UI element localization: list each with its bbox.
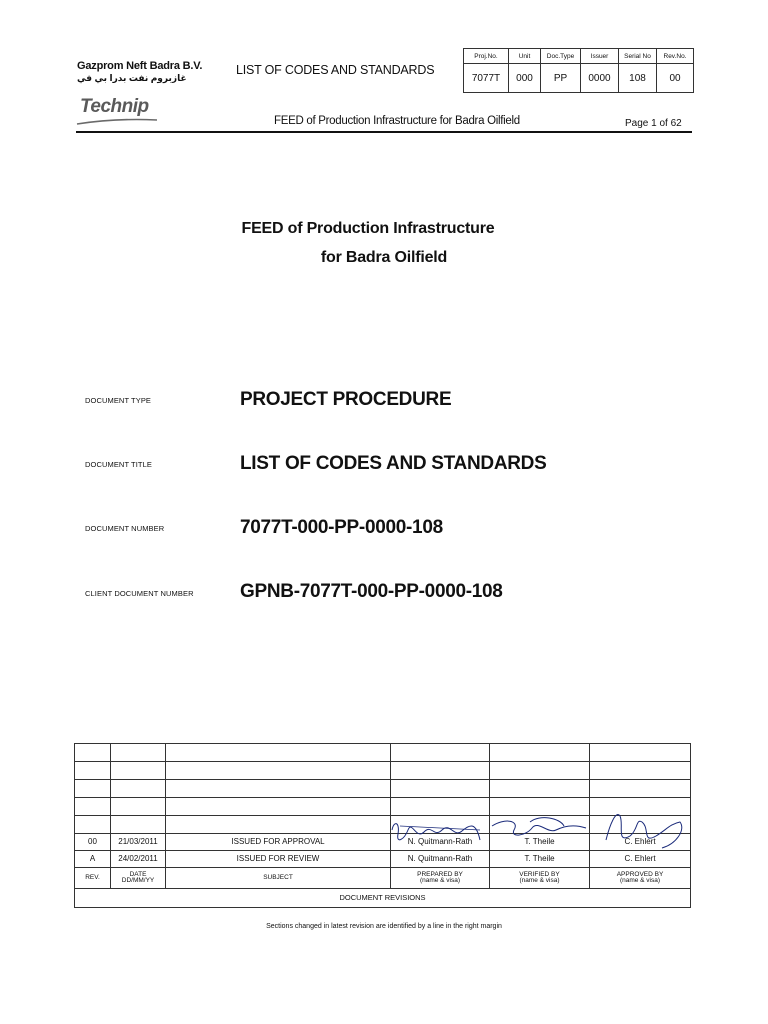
client-document-number-value: GPNB-7077T-000-PP-0000-108 bbox=[240, 581, 503, 602]
page-number: Page 1 of 62 bbox=[625, 118, 682, 129]
code-value: 7077T bbox=[464, 64, 509, 93]
code-header: Rev.No. bbox=[657, 49, 694, 64]
code-header: Unit bbox=[509, 49, 541, 64]
name-visa-label: (name & visa) bbox=[519, 877, 560, 884]
subject-header: SUBJECT bbox=[166, 868, 391, 889]
document-revisions-caption: DOCUMENT REVISIONS bbox=[75, 889, 691, 908]
code-value: 000 bbox=[509, 64, 541, 93]
code-header: Proj.No. bbox=[464, 49, 509, 64]
verified-header bbox=[490, 868, 590, 889]
document-code-table bbox=[463, 48, 694, 93]
document-title-value: LIST OF CODES AND STANDARDS bbox=[240, 453, 547, 474]
company-name: Gazprom Neft Badra B.V. bbox=[77, 60, 203, 72]
code-value: 0000 bbox=[581, 64, 619, 93]
approved-cell: C. Ehlert bbox=[590, 834, 691, 851]
approved-cell: C. Ehlert bbox=[590, 851, 691, 868]
document-type-label: DOCUMENT TYPE bbox=[85, 396, 152, 405]
document-number-label: DOCUMENT NUMBER bbox=[85, 524, 165, 533]
code-value: 108 bbox=[619, 64, 657, 93]
table-row bbox=[75, 780, 691, 798]
verified-cell: T. Theile bbox=[490, 851, 590, 868]
prepared-header-label: PREPARED BY bbox=[417, 870, 463, 878]
main-title-line-2: for Badra Oilfield bbox=[320, 249, 448, 266]
date-cell: 24/02/2011 bbox=[111, 851, 166, 868]
logo-swoosh-icon bbox=[76, 116, 158, 126]
code-header: Issuer bbox=[581, 49, 619, 64]
code-header: Serial No bbox=[619, 49, 657, 64]
technip-logo: Technip bbox=[80, 96, 149, 117]
signatures-image bbox=[380, 800, 700, 860]
approved-header bbox=[590, 868, 691, 889]
rev-header: REV. bbox=[75, 868, 111, 889]
company-name-arabic: غازبروم نفت بدرا بي في bbox=[77, 73, 187, 83]
date-cell: 21/03/2011 bbox=[111, 834, 166, 851]
date-header bbox=[111, 868, 166, 889]
name-visa-label: (name & visa) bbox=[619, 877, 661, 884]
document-title-label: DOCUMENT TITLE bbox=[85, 460, 152, 469]
subject-cell: ISSUED FOR REVIEW bbox=[166, 851, 391, 868]
table-row bbox=[75, 744, 691, 762]
main-title-line-1: FEED of Production Infrastructure bbox=[241, 220, 495, 237]
client-document-number-label: CLIENT DOCUMENT NUMBER bbox=[85, 589, 194, 598]
revision-note: Sections changed in latest revision are identified by a line in the right margin bbox=[266, 923, 502, 930]
name-visa-label: (name & visa) bbox=[419, 877, 461, 884]
prepared-header bbox=[391, 868, 490, 889]
approved-header-label: APPROVED BY bbox=[616, 870, 664, 878]
document-type-value: PROJECT PROCEDURE bbox=[240, 389, 452, 410]
document-number-value: 7077T-000-PP-0000-108 bbox=[240, 517, 443, 538]
prepared-cell: N. Quitmann-Rath bbox=[391, 834, 490, 851]
verified-header-label: VERIFIED BY bbox=[519, 870, 560, 878]
code-value: PP bbox=[541, 64, 581, 93]
prepared-cell: N. Quitmann-Rath bbox=[391, 851, 490, 868]
header-document-title: LIST OF CODES AND STANDARDS bbox=[236, 63, 435, 77]
rev-cell: 00 bbox=[75, 834, 111, 851]
subject-cell: ISSUED FOR APPROVAL bbox=[166, 834, 391, 851]
verified-cell: T. Theile bbox=[490, 834, 590, 851]
header-divider bbox=[76, 131, 692, 133]
table-footer-row bbox=[75, 889, 691, 908]
rev-cell: A bbox=[75, 851, 111, 868]
code-header: Doc.Type bbox=[541, 49, 581, 64]
header-project-name: FEED of Production Infrastructure for Badra Oilfield bbox=[274, 115, 520, 127]
table-row bbox=[75, 762, 691, 780]
code-value: 00 bbox=[657, 64, 694, 93]
table-header-row bbox=[75, 868, 691, 889]
date-header-label: DATE bbox=[129, 870, 147, 878]
date-format-label: DD/MM/YY bbox=[121, 877, 155, 884]
